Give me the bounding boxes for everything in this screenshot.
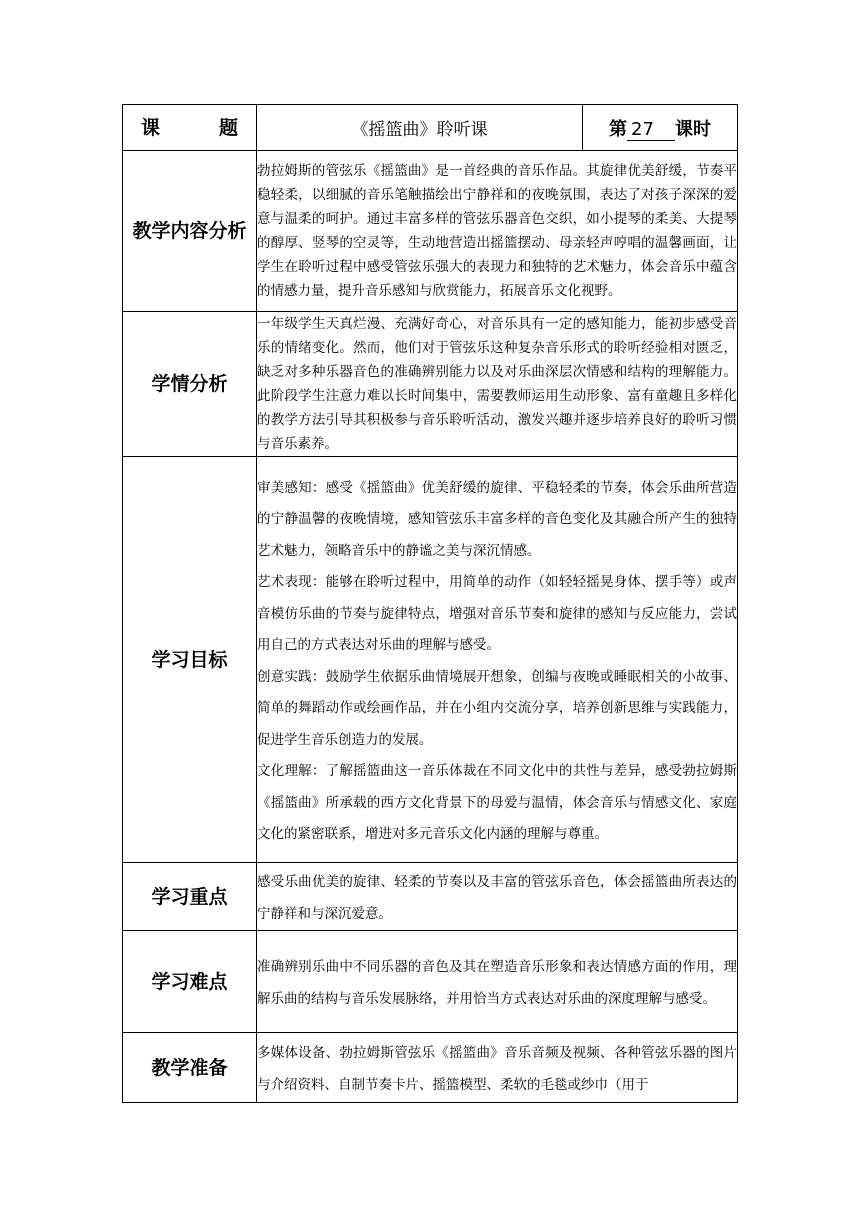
difficulties-row bbox=[123, 931, 738, 1033]
key-points-text: 感受乐曲优美的旋律、轻柔的节奏以及丰富的管弦乐音色，体会摇篮曲所表达的宁静祥和与深沉爱意。 bbox=[257, 863, 738, 931]
key-points-label: 学习重点 bbox=[123, 863, 257, 931]
objectives-label: 学习目标 bbox=[123, 457, 257, 863]
period-number: 27 bbox=[627, 120, 675, 141]
objective-expression: 艺术表现：能够在聆听过程中，用简单的动作（如轻轻摇晃身体、摆手等）或声音模仿乐曲的节奏与旋律特点，增强对音乐节奏和旋律的感知与反应能力，尝试用自己的方式表达对乐曲的理解与感受。 bbox=[257, 574, 737, 653]
objectives-content bbox=[257, 457, 738, 863]
objective-creative: 创意实践：鼓励学生依据乐曲情境展开想象，创编与夜晚或睡眠相关的小故事、简单的舞蹈动作或绘画作品，并在小组内交流分享，培养创新思维与实践能力，促进学生音乐创造力的发展。 bbox=[257, 668, 737, 748]
objective-aesthetic: 审美感知：感受《摇篮曲》优美舒缓的旋律、平稳轻柔的节奏，体会乐曲所营造的宁静温馨的夜晚情境，感知管弦乐丰富多样的音色变化及其融合所产生的独特艺术魅力，领略音乐中的静谧之美与深沉情感。 bbox=[257, 479, 737, 559]
lesson-period bbox=[583, 105, 738, 151]
objective-culture: 文化理解：了解摇篮曲这一音乐体裁在不同文化中的共性与差异，感受勃拉姆斯《摇篮曲》所承载的西方文化背景下的母爱与温情，体会音乐与情感文化、家庭文化的紧密联系，增进对多元音乐文化内涵的理解与尊重。 bbox=[257, 763, 737, 842]
header-row bbox=[123, 105, 738, 151]
preparation-label: 教学准备 bbox=[123, 1033, 257, 1103]
subject-label-char-2: 题 bbox=[218, 116, 238, 139]
lesson-plan-table bbox=[122, 104, 738, 1103]
objectives-row bbox=[123, 457, 738, 863]
student-analysis-text: 一年级学生天真烂漫、充满好奇心，对音乐具有一定的感知能力，能初步感受音乐的情绪变化。然而，他们对于管弦乐这种复杂音乐形式的聆听经验相对匮乏，缺乏对多种乐器音色的准确辨别能力以及对乐曲深层次情感和结构的理解能力。此阶段学生注意力难以长时间集中，需要教师运用生动形象、富有童趣且多样化的教学方法引导其积极参与音乐聆听活动，激发兴趣并逐步培养良好的聆听习惯与音乐素养。 bbox=[257, 312, 738, 457]
preparation-row bbox=[123, 1033, 738, 1103]
student-analysis-label: 学情分析 bbox=[123, 312, 257, 457]
content-analysis-text: 勃拉姆斯的管弦乐《摇篮曲》是一首经典的音乐作品。其旋律优美舒缓，节奏平稳轻柔，以细腻的音乐笔触描绘出宁静祥和的夜晚氛围，表达了对孩子深深的爱意与温柔的呵护。通过丰富多样的管弦乐器音色交织，如小提琴的柔美、大提琴的醇厚、竖琴的空灵等，生动地营造出摇篮摆动、母亲轻声哼唱的温馨画面，让学生在聆听过程中感受管弦乐强大的表现力和独特的艺术魅力，体会音乐中蕴含的情感力量，提升音乐感知与欣赏能力，拓展音乐文化视野。 bbox=[257, 151, 738, 312]
preparation-text: 多媒体设备、勃拉姆斯管弦乐《摇篮曲》音乐音频及视频、各种管弦乐器的图片与介绍资料、自制节奏卡片、摇篮模型、柔软的毛毯或纱巾（用于 bbox=[257, 1033, 738, 1103]
period-prefix: 第 bbox=[609, 118, 627, 140]
lesson-title: 《摇篮曲》聆听课 bbox=[257, 105, 583, 151]
student-analysis-row bbox=[123, 312, 738, 457]
subject-label bbox=[123, 105, 257, 151]
difficulties-label: 学习难点 bbox=[123, 931, 257, 1033]
content-analysis-label: 教学内容分析 bbox=[123, 151, 257, 312]
key-points-row bbox=[123, 863, 738, 931]
subject-label-char-1: 课 bbox=[141, 116, 161, 139]
period-suffix: 课时 bbox=[675, 118, 711, 140]
content-analysis-row bbox=[123, 151, 738, 312]
difficulties-text: 准确辨别乐曲中不同乐器的音色及其在塑造音乐形象和表达情感方面的作用，理解乐曲的结构与音乐发展脉络，并用恰当方式表达对乐曲的深度理解与感受。 bbox=[257, 931, 738, 1033]
